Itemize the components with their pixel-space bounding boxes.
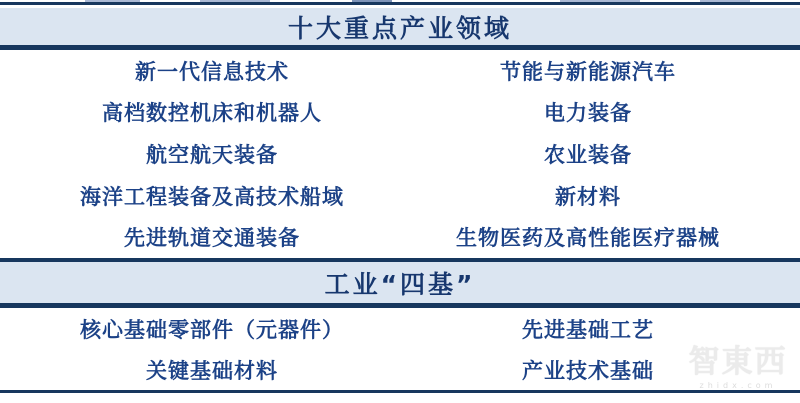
table-row bbox=[0, 139, 800, 169]
cropped-text-remnants bbox=[0, 0, 800, 2]
section2-rows bbox=[0, 308, 800, 390]
industry-item: 新一代信息技术 bbox=[135, 59, 289, 84]
industry-item: 先进基础工艺 bbox=[522, 317, 654, 342]
industry-item: 产业技术基础 bbox=[522, 358, 654, 383]
industry-item: 高档数控机床和机器人 bbox=[102, 101, 322, 126]
table-row bbox=[0, 355, 800, 385]
industry-item: 节能与新能源汽车 bbox=[500, 59, 676, 84]
watermark-logo: 智東西 bbox=[688, 344, 788, 380]
industry-item: 新材料 bbox=[555, 184, 621, 209]
industry-item: 关键基础材料 bbox=[146, 358, 278, 383]
table-row bbox=[0, 56, 800, 86]
industry-item: 电力装备 bbox=[544, 101, 632, 126]
watermark-domain: zhidx.com bbox=[699, 381, 777, 390]
industry-item: 先进轨道交通装备 bbox=[124, 226, 300, 251]
table-row bbox=[0, 97, 800, 127]
section1-title: 十大重点产业领域 bbox=[287, 13, 512, 43]
section2-header-band bbox=[0, 262, 800, 303]
industry-item: 农业装备 bbox=[544, 142, 632, 167]
section1-rows bbox=[0, 50, 800, 258]
industry-item: 海洋工程装备及高技术船域 bbox=[80, 184, 344, 209]
section2-title: 工业“四基” bbox=[324, 269, 476, 299]
table-row bbox=[0, 222, 800, 252]
bottom-rule bbox=[0, 390, 800, 393]
industry-item: 核心基础零部件（元器件） bbox=[80, 317, 344, 342]
section1-header-band bbox=[0, 8, 800, 45]
industry-item: 生物医药及高性能医疗器械 bbox=[456, 226, 720, 251]
table-row bbox=[0, 181, 800, 211]
table-row bbox=[0, 314, 800, 344]
industry-item: 航空航天装备 bbox=[146, 142, 278, 167]
